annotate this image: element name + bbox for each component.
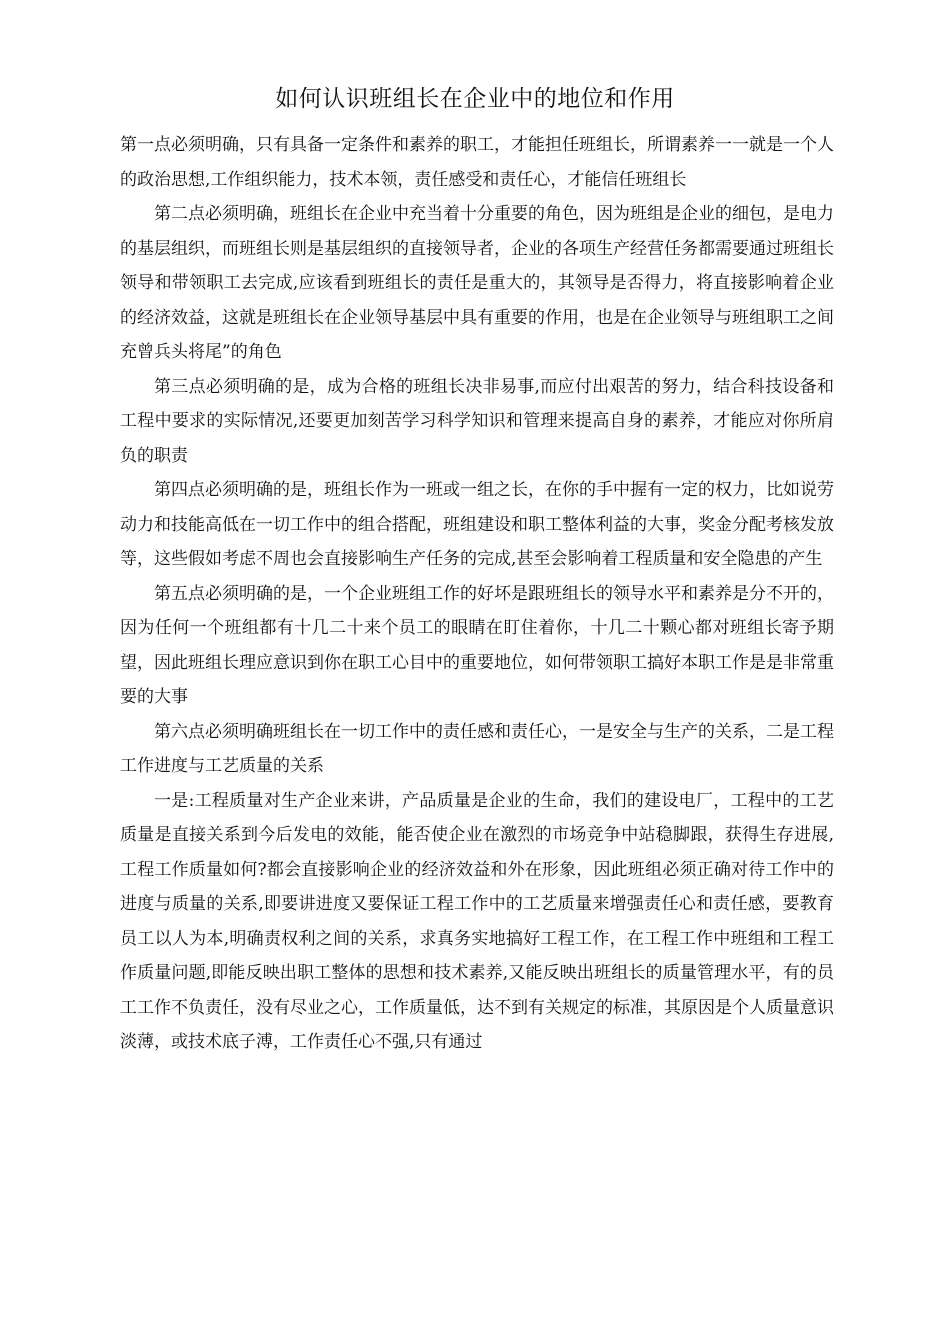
paragraph-point-3: 第三点必须明确的是，成为合格的班组长决非易事,而应付出艰苦的努力，结合科技设备和工程中要求的实际情况,还要更加刻苦学习科学知识和管理来提高自身的素养，才能应对你所肩负的职责 <box>120 376 834 466</box>
paragraph-point-2: 第二点必须明确，班组长在企业中充当着十分重要的角色，因为班组是企业的细包，是电力的基层组织，而班组长则是基层组织的直接领导者，企业的各项生产经营任务都需要通过班组长领导和带领职工去完成,应该看到班组长的责任是重大的，其领导是否得力，将直接影响着企业的经济效益，这就是班组长在企业领导基层中具有重要的作用，也是在企业领导与班组职工之间充曾兵头将尾”的角色 <box>120 204 834 362</box>
paragraph-quality: 一是:工程质量对生产企业来讲，产品质量是企业的生命，我们的建设电厂，工程中的工艺质量是直接关系到今后发电的效能，能否使企业在激烈的市场竞争中站稳脚跟，获得生存进展,工程工作质量如何?都会直接影响企业的经济效益和外在形象，因此班组必须正确对待工作中的进度与质量的关系,即要讲进度又要保证工程工作中的工艺质量来增强责任心和责任感，要教育员工以人为本,明确责权利之间的关系，求真务实地搞好工程工作，在工程工作中班组和工程工作质量问题,即能反映出职工整体的思想和技术素养,又能反映出班组长的质量管理水平，有的员工工作不负责任，没有尽业之心，工作质量低，达不到有关规定的标准，其原因是个人质量意识淡薄，或技术底子溥，工作责任心不强,只有通过 <box>120 790 834 1052</box>
document-title: 如何认识班组长在企业中的地位和作用 <box>275 86 675 112</box>
paragraph-point-6: 第六点必须明确班组长在一切工作中的责任感和责任心，一是安全与生产的关系，二是工程工作进度与工艺质量的关系 <box>120 721 834 776</box>
paragraph-point-4: 第四点必须明确的是，班组长作为一班或一组之长，在你的手中握有一定的权力，比如说劳动力和技能高低在一切工作中的组合搭配，班组建设和职工整体利益的大事，奖金分配考核发放等，这些假如考虑不周也会直接影响生产任务的完成,甚至会影响着工程质量和安全隐患的产生 <box>120 480 834 569</box>
paragraph-point-5: 第五点必须明确的是，一个企业班组工作的好坏是跟班组长的领导水平和素养是分不开的，因为任何一个班组都有十几二十来个员工的眼睛在盯住着你，十几二十颗心都对班组长寄予期望，因此班组长理应意识到你在职工心目中的重要地位，如何带领职工搞好本职工作是是非常重要的大事 <box>120 583 834 707</box>
paragraph-point-1: 第一点必须明确，只有具备一定条件和素养的职工，才能担任班组长，所谓素养一一就是一个人的政治思想,工作组织能力，技术本领，责任感受和责任心，才能信任班组长 <box>120 135 834 190</box>
document-body <box>120 128 834 1060</box>
